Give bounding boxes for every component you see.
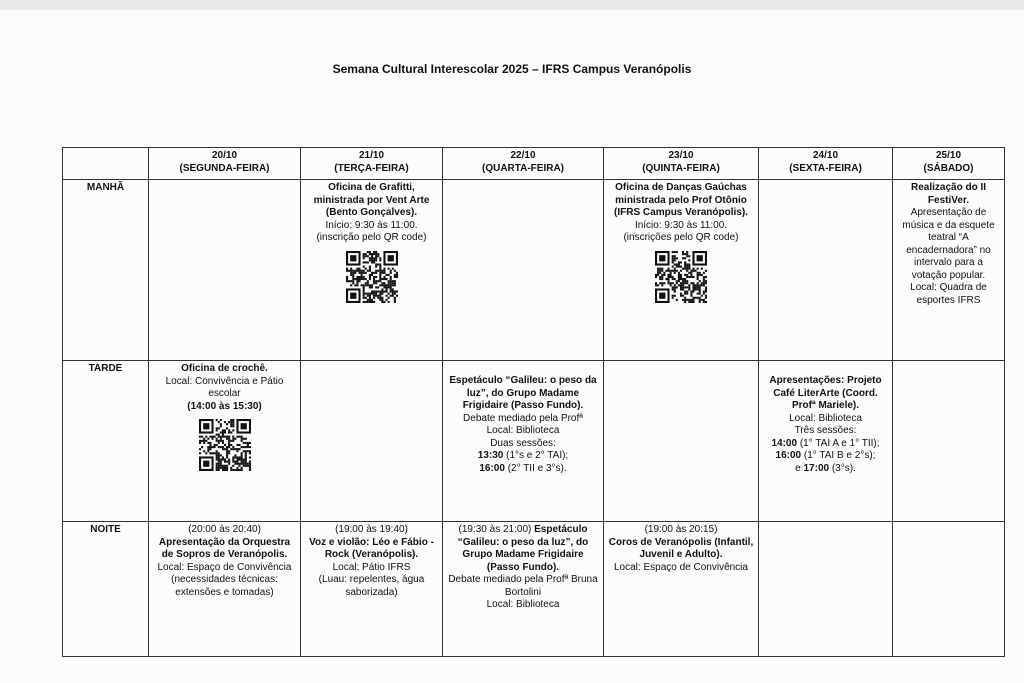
day-date: 24/10 [812, 150, 839, 161]
day-weekday: (TERÇA-FEIRA) [334, 162, 409, 174]
event-cell [149, 522, 301, 657]
event-place: Local: Quadra de esportes IFRS [910, 282, 987, 306]
event-note: (inscrição pelo QR code) [316, 232, 427, 243]
qr-code-icon[interactable] [199, 419, 251, 471]
event-note: (Luau: repelentes, água saborizada) [318, 574, 425, 598]
event-title: Espetáculo “Galileu: o peso da luz”, do Grupo Madame Frigidaire (Passo Fundo). [457, 524, 589, 573]
event-time: (19:00 às 20:15) [644, 524, 718, 535]
session-time: 16:00 [775, 450, 802, 461]
event-description: Apresentação de música e da esquete teatral “A encadernadora” no intervalo para a votação popular. [902, 207, 995, 281]
session-time: 13:30 [477, 450, 504, 461]
day-date: 22/10 [510, 150, 536, 161]
event-title: Realização do II FestiVer. [910, 182, 987, 206]
day-weekday: (SÁBADO) [923, 162, 974, 174]
event-cell [443, 522, 604, 657]
event-place: Local: Biblioteca [789, 412, 862, 424]
event-cell [301, 522, 443, 657]
page-title: Semana Cultural Interescolar 2025 – IFRS Campus Veranópolis [332, 62, 692, 76]
event-cell [443, 361, 604, 522]
event-debate: Debate mediado pela Profª Bruna Bortolini [448, 574, 598, 598]
empty-cell [893, 522, 1005, 657]
event-cell [604, 180, 759, 361]
empty-cell [443, 180, 604, 361]
event-time: Início: 9:30 às 11:00. [325, 219, 418, 231]
day-header [443, 148, 604, 180]
event-title: Oficina de crochê. [181, 363, 268, 374]
event-title: Oficina de Grafitti, ministrada por Vent Arte (Bento Gonçalves). [313, 182, 430, 218]
event-title: Espetáculo “Galileu: o peso da luz”, do Grupo Madame Frigidaire (Passo Fundo). [449, 375, 597, 411]
session-time: 14:00 [771, 437, 798, 449]
event-time: (19:30 às 21:00) [458, 524, 535, 535]
day-date: 23/10 [668, 150, 694, 161]
event-sessions: Três sessões: [794, 425, 857, 436]
day-header [604, 148, 759, 180]
empty-cell [604, 361, 759, 522]
session-desc: (1° TAI B e 2°s); [801, 450, 876, 461]
morning-row [63, 180, 1005, 361]
schedule-table [62, 147, 1005, 657]
event-sessions: Duas sessões: [490, 437, 556, 449]
day-date: 20/10 [211, 150, 238, 161]
session-line [762, 463, 889, 476]
event-cell [604, 522, 759, 657]
session-line [446, 463, 600, 476]
event-place: Local: Biblioteca [486, 425, 560, 436]
session-desc: (1°s e 2° TAI); [503, 450, 569, 461]
event-cell [893, 180, 1005, 361]
empty-cell [149, 180, 301, 361]
session-prefix: e [795, 462, 804, 474]
session-time: 16:00 [479, 462, 505, 474]
night-row [63, 522, 1005, 657]
event-heading [446, 524, 600, 574]
event-place: Local: Espaço de Convivência [614, 561, 748, 573]
day-weekday: (SEGUNDA-FEIRA) [179, 162, 270, 174]
qr-code-icon[interactable] [346, 251, 398, 303]
event-place: Local: Biblioteca [486, 599, 560, 610]
afternoon-row [63, 361, 1005, 522]
event-time: Início: 9:30 às 11:00. [634, 219, 728, 231]
period-label-morning: MANHÃ [63, 180, 149, 361]
day-date: 25/10 [935, 150, 962, 161]
event-debate: Debate mediado pela Profª [463, 412, 583, 424]
event-time: (14:00 às 15:30) [187, 400, 262, 412]
period-label-afternoon: TARDE [63, 361, 149, 522]
event-cell [759, 361, 893, 522]
event-place: Local: Pátio IFRS [332, 561, 411, 573]
empty-cell [759, 522, 893, 657]
event-title: Oficina de Danças Gaúchas ministrada pelo Prof Otônio (IFRS Campus Veranópolis). [614, 182, 748, 218]
corner-cell [63, 148, 149, 180]
event-title: Apresentação da Orquestra de Sopros de Veranópolis. [158, 536, 291, 560]
session-desc: (2° TII e 3°s). [504, 462, 567, 474]
day-header [893, 148, 1005, 180]
event-cell [149, 361, 301, 522]
session-desc: (1° TAI A e 1° TII); [797, 437, 880, 449]
period-label-night: NOITE [63, 522, 149, 657]
qr-code-icon[interactable] [655, 251, 707, 303]
event-title: Apresentações: Projeto Café LiterArte (Coord. Profª Mariele). [769, 375, 882, 411]
empty-cell [759, 180, 893, 361]
day-header [759, 148, 893, 180]
document-page [0, 10, 1024, 683]
session-line [446, 450, 600, 463]
event-cell [301, 180, 443, 361]
day-header [301, 148, 443, 180]
session-desc: (3°s). [829, 462, 856, 474]
empty-cell [301, 361, 443, 522]
event-time: (20:00 às 20:40) [188, 524, 261, 535]
day-weekday: (QUARTA-FEIRA) [481, 162, 565, 174]
day-weekday: (SEXTA-FEIRA) [789, 162, 862, 174]
day-date: 21/10 [358, 150, 385, 161]
session-line [762, 438, 889, 451]
session-time: 17:00 [803, 462, 830, 474]
header-row [63, 148, 1005, 180]
day-header [149, 148, 301, 180]
event-place: Local: Espaço de Convivência (necessidades técnicas: extensões e tomadas) [157, 561, 292, 598]
event-title: Voz e violão: Léo e Fábio - Rock (Veranópolis). [309, 536, 434, 560]
day-weekday: (QUINTA-FEIRA) [642, 162, 720, 174]
event-place: Local: Convivência e Pátio escolar [165, 375, 284, 399]
session-line [762, 450, 889, 463]
event-title: Coros de Veranópolis (Infantil, Juvenil e Adulto). [608, 536, 754, 560]
event-time: (19:00 às 19:40) [335, 524, 408, 535]
empty-cell [893, 361, 1005, 522]
event-note: (inscrições pelo QR code) [623, 232, 739, 243]
